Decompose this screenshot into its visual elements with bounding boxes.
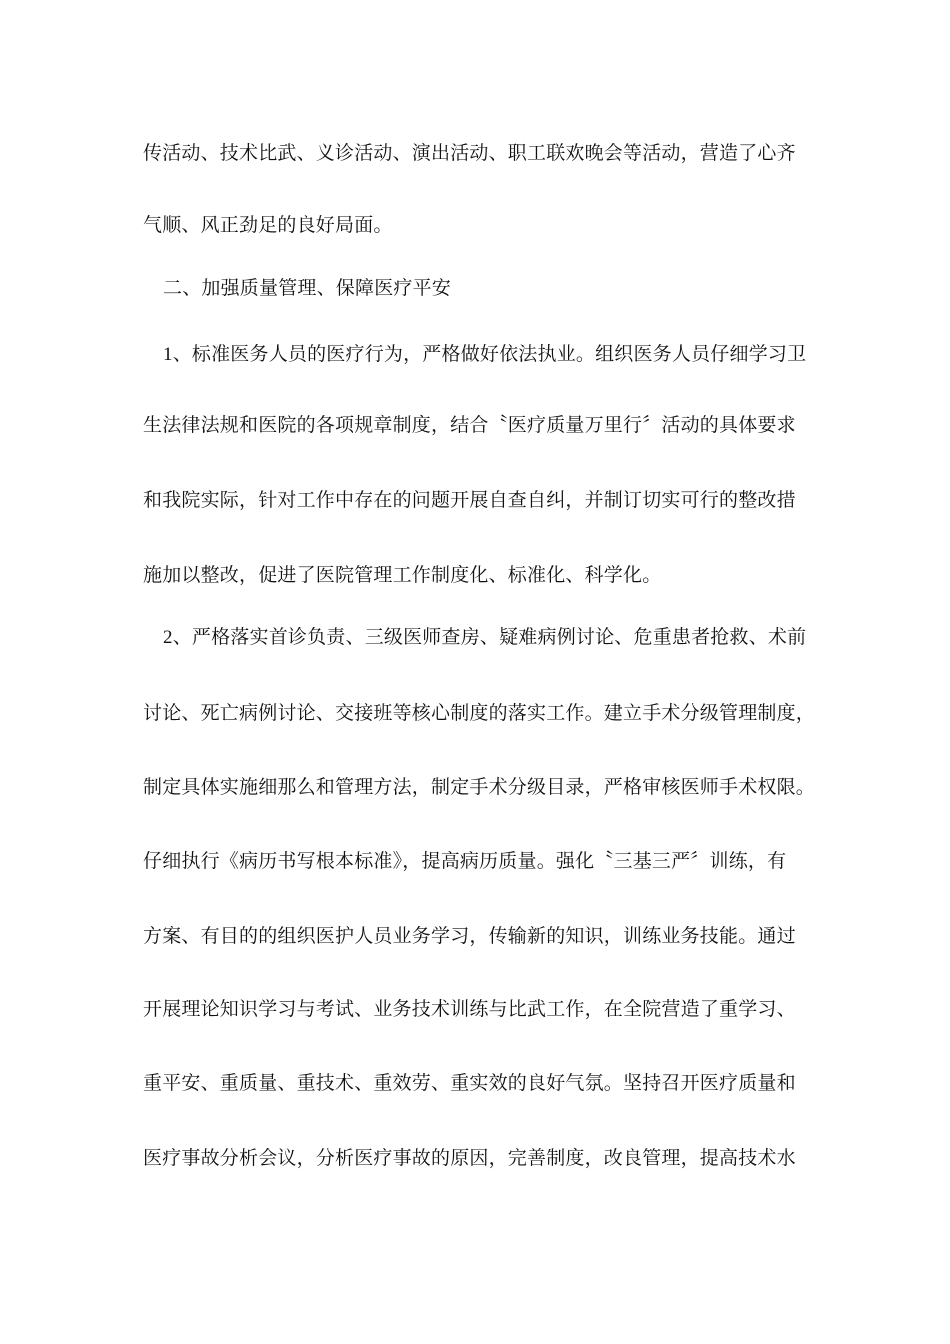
- item-number: 1: [163, 344, 173, 365]
- text-line: 医疗事故分析会议，分析医疗事故的原因，完善制度，改良管理，提高技术水: [143, 1147, 796, 1169]
- text-line: 施加以整改，促进了医院管理工作制度化、标准化、科学化。: [143, 564, 662, 586]
- section-heading: 二、加强质量管理、保障医疗平安: [163, 277, 452, 299]
- text-line: 生法律法规和医院的各项规章制度，结合〝医疗质量万里行〞活动的具体要求: [143, 414, 796, 436]
- item-number: 2: [163, 627, 173, 648]
- text-line: 和我院实际，针对工作中存在的问题开展自查自纠，并制订切实可行的整改措: [143, 489, 796, 511]
- text-line: 方案、有目的的组织医护人员业务学习，传输新的知识，训练业务技能。通过: [143, 925, 796, 947]
- text-line: 重平安、重质量、重技术、重效劳、重实效的良好气氛。坚持召开医疗质量和: [143, 1072, 796, 1094]
- text-line: 气顺、风正劲足的良好局面。: [143, 214, 393, 236]
- item-1-first-line: [163, 342, 806, 367]
- text-line: 讨论、死亡病例讨论、交接班等核心制度的落实工作。建立手术分级管理制度，: [143, 702, 816, 724]
- text-line: 制定具体实施细那么和管理方法，制定手术分级目录，严格审核医师手术权限。: [143, 776, 816, 798]
- text-line: 传活动、技术比武、义诊活动、演出活动、职工联欢晚会等活动，营造了心齐: [143, 142, 796, 164]
- text-line: 开展理论知识学习与考试、业务技术训练与比武工作，在全院营造了重学习、: [143, 998, 796, 1020]
- text-line: 仔细执行《病历书写根本标准》，提高病历质量。强化〝三基三严〞训练，有: [143, 850, 787, 872]
- item-2-first-line: [163, 625, 806, 650]
- text-line: 、严格落实首诊负责、三级医师查房、疑难病例讨论、危重患者抢救、术前: [172, 626, 807, 648]
- text-line: 、标准医务人员的医疗行为，严格做好依法执业。组织医务人员仔细学习卫: [172, 343, 807, 365]
